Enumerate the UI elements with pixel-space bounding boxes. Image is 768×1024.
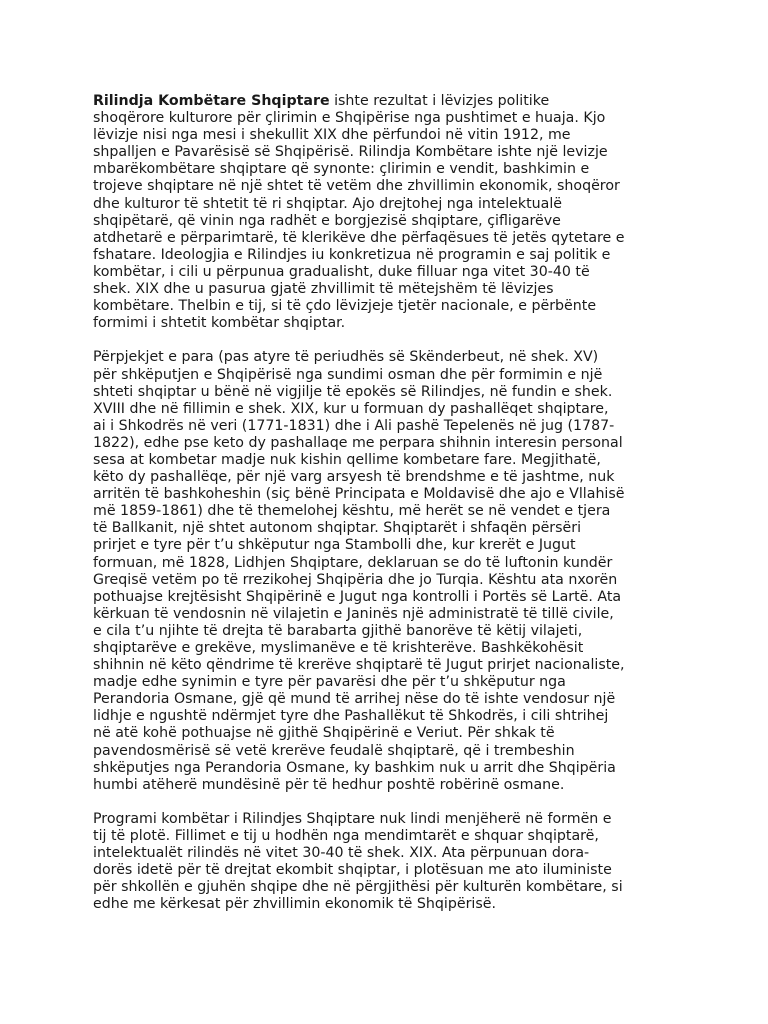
text-line: ai i Shkodrës në veri (1771-1831) dhe i Ali pashë Tepelenës në jug (1787- (93, 417, 615, 434)
text-line: Programi kombëtar i Rilindjes Shqiptare nuk lindi menjëherë në formën e (93, 810, 612, 827)
text-line: e cila t’u njihte të drejta të barabarta gjithë banorëve të këtij vilajeti, (93, 622, 583, 639)
text-line: mbarëkombëtare shqiptare që synonte: çlirimin e vendit, bashkimin e (93, 161, 590, 178)
text-line: fshatare. Ideologjia e Rilindjes iu konkretizua në programin e saj politik e (93, 246, 611, 263)
document-body (93, 93, 679, 931)
text-line: atdhetarë e përparimtarë, të klerikëve dhe përfaqësues të jetës qytetare e (93, 229, 625, 246)
text-line: lidhje e ngushtë ndërmjet tyre dhe Pashallëkut të Shkodrës, i cili shtrihej (93, 708, 609, 725)
text-line: shkëputjes nga Perandoria Osmane, ky bashkim nuk u arrit dhe Shqipëria (93, 759, 616, 776)
text-line: pavendosmërisë së vetë krerëve feudalë shqiptarë, që i trembeshin (93, 742, 575, 759)
text-line: në atë kohë pothuajse në gjithë Shqipërinë e Veriut. Për shkak të (93, 725, 555, 742)
text-line: prirjet e tyre për t’u shkëputur nga Stambolli dhe, kur krerët e Jugut (93, 537, 576, 554)
text-line: Greqisë vetëm po të rrezikohej Shqipëria dhe jo Turqia. Kështu ata nxorën (93, 571, 618, 588)
text-line: shteti shqiptar u bënë në vigjilje të epokës së Rilindjes, në fundin e shek. (93, 383, 613, 400)
text-line: shqiptarëve e grekëve, myslimanëve e të krishterëve. Bashkëkohësit (93, 640, 584, 656)
text-line: humbi atëherë mundësinë për të hedhur poshtë robërinë osmane. (93, 776, 565, 793)
text-line: lëvizje nisi nga mesi i shekullit XIX dhe përfundoi në vitin 1912, me (93, 127, 571, 144)
text-line: dhe kulturor të shtetit të ri shqiptar. Ajo drejtohej nga intelektualë (93, 195, 563, 212)
text-line: arritën të bashkoheshin (siç bënë Principata e Moldavisë dhe ajo e Vllahisë (93, 486, 625, 503)
text-line: më 1859-1861) dhe të themelohej kështu, më herët se në vendet e tjera (93, 503, 611, 520)
text-line: shpalljen e Pavarësisë së Shqipërisë. Rilindja Kombëtare ishte një levizje (93, 144, 608, 161)
document-title: Rilindja Kombëtare Shqiptare (93, 93, 330, 109)
text-line: sesa at kombetar madje nuk kishin qellime kombetare fare. Megjithatë, (93, 451, 601, 468)
text-line: trojeve shqiptare në një shtet të vetëm dhe zhvillimin ekonomik, shoqëror (93, 178, 620, 195)
paragraph-3 (93, 811, 679, 914)
text-line: kërkuan të vendosnin në vilajetin e Janinës një administratë të tillë civile, (93, 605, 614, 622)
text-line: intelektualët rilindës në vitet 30-40 të shek. XIX. Ata përpunuan dora- (93, 845, 590, 862)
text-line: madje edhe synimin e tyre për pavarësi dhe për t’u shkëputur nga (93, 674, 566, 691)
text-line: XVIII dhe në fillimin e shek. XIX, kur u formuan dy pashallëqet shqiptare, (93, 400, 609, 417)
text-line: tij të plotë. Fillimet e tij u hodhën nga mendimtarët e shquar shqiptarë, (93, 828, 599, 845)
text-line: shihnin në këto qëndrime të krerëve shqiptarë të Jugut prirjet nacionaliste, (93, 657, 625, 674)
text-line: kombëtar, i cili u përpunua gradualisht, duke filluar nga vitet 30-40 të (93, 263, 590, 280)
text-line: Perandoria Osmane, gjë që mund të arrihej nëse do të ishte vendosur një (93, 691, 616, 708)
paragraph-1 (93, 93, 679, 332)
text-line: për shkollën e gjuhën shqipe dhe në përgjithësi për kulturën kombëtare, si (93, 879, 623, 896)
text-line: të Ballkanit, një shtet autonom shqiptar. Shqiptarët i shfaqën përsëri (93, 520, 582, 537)
text-line: Rilindja Kombëtare Shqiptare ishte rezultat i lëvizjes politike (93, 93, 550, 109)
text-line: këto dy pashallëqe, për një varg arsyesh të brendshme e të jashtme, nuk (93, 469, 615, 486)
text-line: shqipëtarë, që vinin nga radhët e borgjezisë shqiptare, çifligarëve (93, 212, 561, 229)
text-line: dorës idetë për të drejtat ekombit shqiptar, i plotësuan me ato iluministe (93, 862, 612, 879)
text-line: shek. XIX dhe u pasurua gjatë zhvillimit të mëtejshëm të lëvizjes (93, 281, 554, 298)
text-line: edhe me kërkesat për zhvillimin ekonomik të Shqipërisë. (93, 896, 496, 913)
text-line: Përpjekjet e para (pas atyre të periudhës së Skënderbeut, në shek. XV) (93, 349, 599, 366)
text-line: kombëtare. Thelbin e tij, si të çdo lëvizjeje tjetër nacionale, e përbënte (93, 298, 597, 315)
text-line: pothuajse krejtësisht Shqipërinë e Jugut nga kontrolli i Portës së Lartë. Ata (93, 588, 622, 605)
text-line: formimi i shtetit kombëtar shqiptar. (93, 315, 346, 332)
paragraph-2 (93, 349, 679, 793)
text-line: formuan, më 1828, Lidhjen Shqiptare, deklaruan se do të luftonin kundër (93, 554, 613, 571)
text-line: shoqërore kulturore për çlirimin e Shqipërise nga pushtimet e huaja. Kjo (93, 110, 606, 127)
text-line: për shkëputjen e Shqipërisë nga sundimi osman dhe për formimin e një (93, 366, 603, 383)
text-line: 1822), edhe pse keto dy pashallaqe me perpara shihnin interesin personal (93, 434, 623, 451)
